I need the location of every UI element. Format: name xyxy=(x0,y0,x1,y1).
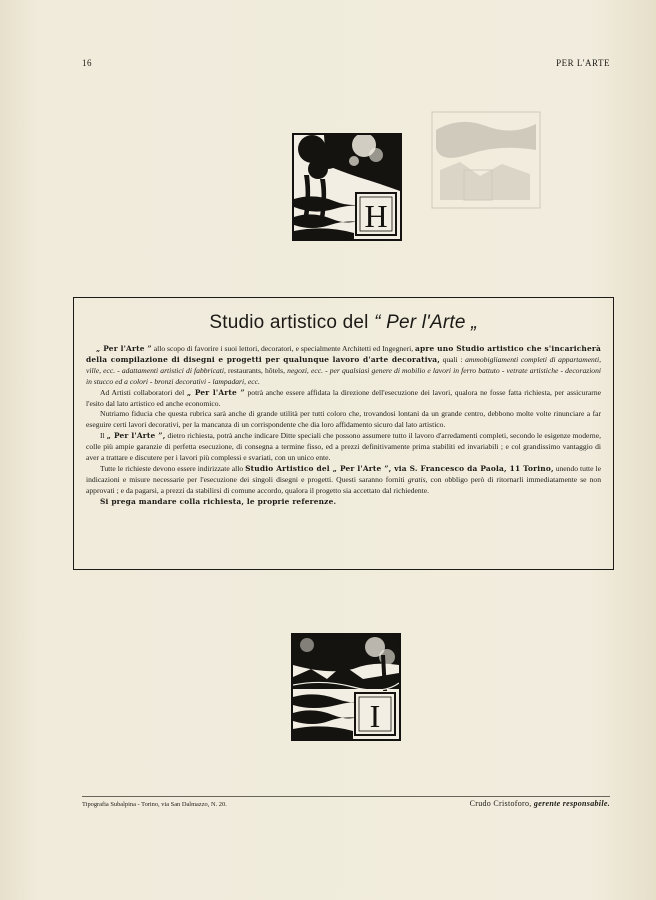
notice-paragraph-6 xyxy=(86,497,601,508)
text-run: unendo tutte le indicazioni e misure necessarie per l'esecuzione dei singoli disegni e progetti. Questi saranno forniti xyxy=(86,463,601,484)
text-run: restaurants, hôtels, xyxy=(225,365,288,375)
text-run: allo scopo di favorire i suoi lettori, decoratori, e specialmente Architetti ed Ingegneri, xyxy=(151,344,416,353)
text-run: potrà anche essere affidata la direzione dell'esecuzione dei lavori, qualora ne fosse fatta richiesta, per assicurarne l'esito dal lato artistico ed anche economico. xyxy=(86,387,601,408)
closing-request: Si prega mandare colla richiesta, le proprie referenze. xyxy=(100,496,337,506)
journal-name: „ Per l'Arte ”, xyxy=(106,431,166,441)
notice-title xyxy=(86,312,601,334)
editor-name: Crudo Cristoforo, xyxy=(469,799,532,808)
responsible-editor xyxy=(470,799,610,808)
running-title: PER L'ARTE xyxy=(556,58,610,68)
text-run: con obbligo però di ritornarli immediatamente se non approvati ; e da pagarsi, a prezzi da stabilirsi di comune accordo, qualora il progetto sia accettato dal richiedente. xyxy=(86,474,601,495)
landscape-illustration-bottom xyxy=(293,635,399,739)
editor-role: gerente responsabile. xyxy=(533,799,610,808)
text-run: dietro richiesta, potrà anche indicare Ditte speciali che possono assumere tutto il lavoro d'arredamenti completi, secondo le esigenze moderne, colle più ampie garanzie di perfetta esecuzione, di consegna a termine fisso, ed a prezzi definitivamente prima stabiliti ed invariabili ; e col grandissimo vantaggio di aver a trattare e discutere per i lavori più complessi e svariati, con un unico ente. xyxy=(86,431,601,463)
running-header xyxy=(82,58,610,72)
italic-text: negozi, ecc. - per qualsiasi genere di mobilio e lavori in ferro battuto - vetrate artistiche - decorazioni in stucco ed a colori - bronzi decorativi - lampadari, ecc. xyxy=(86,365,602,386)
initial-letter-i: I xyxy=(369,698,381,734)
decorative-initial-plate-i xyxy=(291,633,401,741)
printer-imprint: Tipografia Subalpina - Torino, via San Dalmazzo, N. 20. xyxy=(82,801,227,808)
emphasis-text: apre uno Studio artistico che s'incaricherà della compilazione di disegni e progetti per qualunque lavoro d'arte decorativa, xyxy=(86,344,601,364)
notice-title-main: Studio artistico del xyxy=(209,312,369,333)
notice-paragraph-2 xyxy=(86,388,601,410)
italic-text: gratis, xyxy=(407,474,428,484)
notice-paragraph-5 xyxy=(86,464,601,497)
journal-name: „ Per l'Arte ” xyxy=(186,387,245,397)
italic-text: ammobigliamenti completi di appartamenti, ville, ecc. - adattamenti artistici di fabbricati, xyxy=(86,354,601,375)
text-run: Ad Artisti collaboratori del xyxy=(100,387,187,397)
initial-letter-h: H xyxy=(364,198,388,234)
page-footer xyxy=(82,796,610,813)
text-run: Tutte le richieste devono essere indirizzate allo xyxy=(100,463,246,473)
show-through-illustration xyxy=(430,110,542,210)
text-run: quali : xyxy=(439,354,466,364)
page-number: 16 xyxy=(82,58,92,68)
text-run: Il xyxy=(100,431,107,441)
landscape-illustration-top xyxy=(294,135,400,239)
notice-paragraph-3: Nutriamo fiducia che questa rubrica sarà anche di grande utilità per tutti coloro che, trovandosi lontani da un grande centro, debbono molte volte rinunciare a far eseguire certi lavori decorativi, per la mancanza di un corrispondente che dia loro affidamento sicuro dal lato artistico. xyxy=(86,409,601,430)
studio-address: Studio Artistico del „ Per l'Arte ”, via S. Francesco da Paola, 11 Torino, xyxy=(245,463,554,473)
notice-paragraph-1 xyxy=(86,344,601,388)
notice-paragraph-4 xyxy=(86,431,601,464)
decorative-initial-plate-h xyxy=(292,133,402,241)
notice-title-quoted: “ Per l'Arte „ xyxy=(374,312,478,333)
notice-box xyxy=(73,297,614,570)
journal-name: „ Per l'Arte ” xyxy=(96,344,152,353)
